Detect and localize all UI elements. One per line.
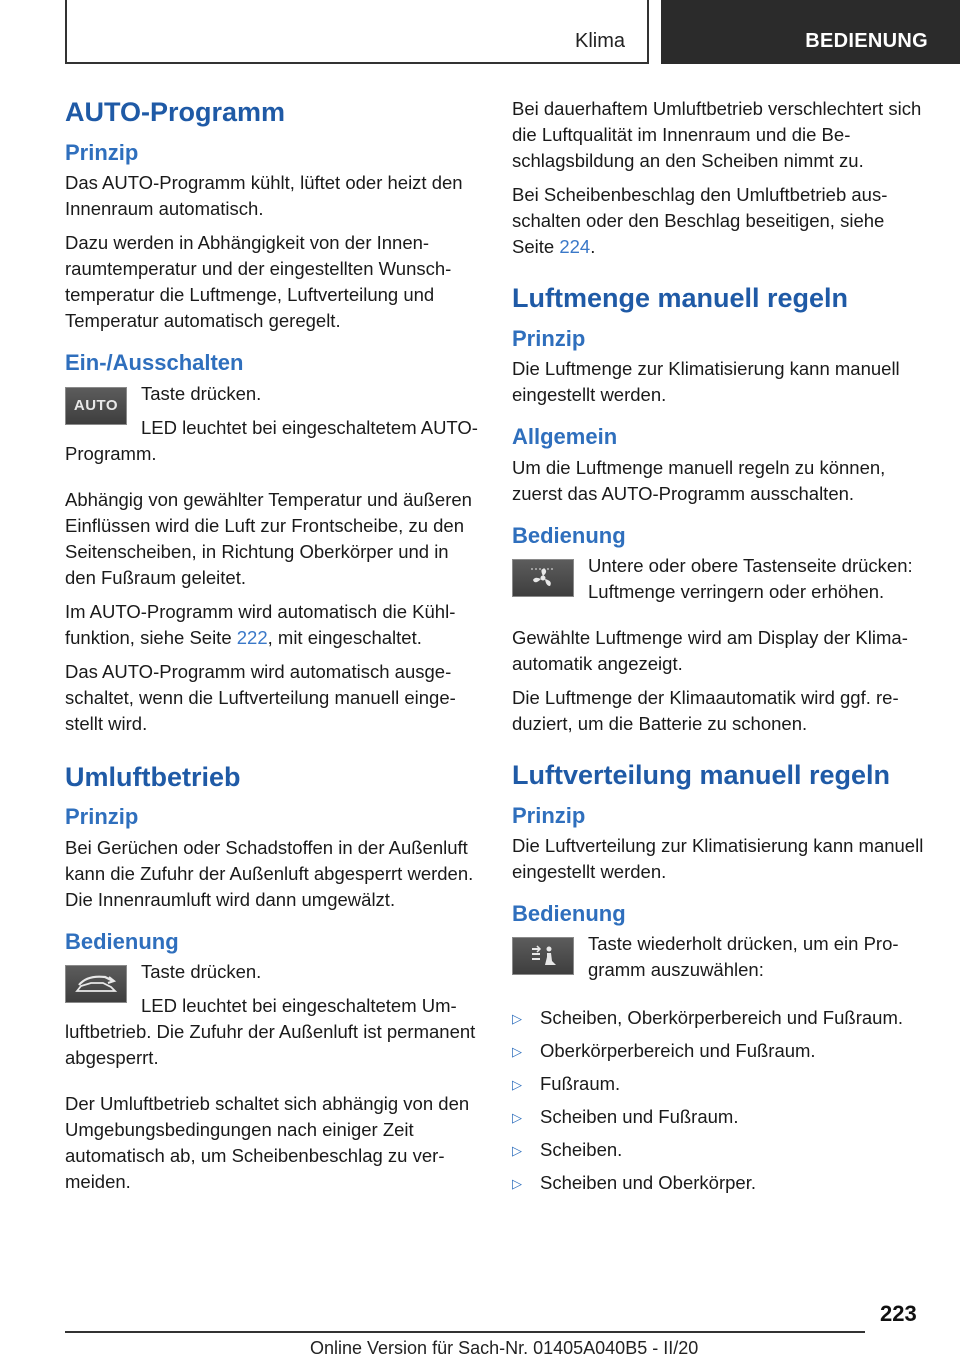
recirculation-car-icon [65, 965, 127, 1003]
umluft-fog-text: Bei Scheibenbeschlag den Umluftbetrieb ausschalten oder den Beschlag beseitigen, siehe Seite 224. [512, 184, 888, 257]
luftverteilung-title: Luftverteilung manuell regeln [512, 759, 891, 790]
luftverteilung-prinzip-text: Die Luftverteilung zur Klimatisierung kann manuell eingestellt werden. [512, 835, 924, 883]
auto-prinzip-text-1: Das AUTO-Programm kühlt, lüftet oder heizt den Innenraum automatisch. [65, 172, 463, 220]
list-item: ▷ Scheiben. [512, 1137, 930, 1164]
luftmenge-allgemein-heading: Allgemein [512, 424, 618, 450]
triangle-bullet-icon: ▷ [512, 1044, 522, 1060]
luftmenge-bedienung-heading: Bedienung [512, 522, 626, 548]
footer-version-text: Online Version für Sach-Nr. 01405A040B5 - II/20 [310, 1338, 699, 1358]
footer-divider [65, 1331, 865, 1333]
umluft-bedienung-heading: Bedienung [65, 928, 179, 954]
page-link-222[interactable]: 222 [236, 626, 268, 648]
ein-ausschalten-heading: Ein-/Ausschalten [65, 350, 244, 376]
triangle-bullet-icon: ▷ [512, 1110, 522, 1126]
auto-off-text: Das AUTO-Programm wird automatisch ausgeschaltet, wenn die Luftverteilung manuell eingestellt wird. [65, 660, 456, 734]
triangle-bullet-icon: ▷ [512, 1077, 522, 1093]
fan-speed-icon [512, 559, 574, 597]
list-item: ▷ Scheiben und Fußraum. [512, 1104, 930, 1131]
auto-prinzip-text-2: Dazu werden in Abhängigkeit von der Innenraumtemperatur und der eingestellten Wunschtemperatur die Luftmenge, Luftverteilung und Temperatur automatisch geregelt. [65, 232, 452, 332]
luftverteilung-prinzip-heading: Prinzip [512, 802, 586, 828]
triangle-bullet-icon: ▷ [512, 1143, 522, 1159]
luftmenge-button-instruction: Untere oder obere Tastenseite drücken: Luftmenge verringern oder erhöhen. [588, 554, 913, 602]
header-chapter-box [661, 0, 960, 64]
triangle-bullet-icon: ▷ [512, 1011, 522, 1027]
umluft-prinzip-heading: Prinzip [65, 804, 139, 830]
umluft-quality-text: Bei dauerhaftem Umluftbetrieb verschlechtert sich die Luftqualität im Innenraum und die Beschlagsbildung an den Scheiben nimmt zu. [512, 98, 922, 171]
luftmenge-button-block [512, 553, 930, 613]
luftmenge-prinzip-text: Die Luftmenge zur Klimatisierung kann manuell eingestellt werden. [512, 358, 900, 406]
luftmenge-display-text: Gewählte Luftmenge wird am Display der Klimaautomatik angezeigt. [512, 626, 908, 674]
umluft-button-instruction: Taste drücken. [141, 961, 262, 983]
luftmenge-allgemein-text: Um die Luftmenge manuell regeln zu können, zuerst das AUTO-Programm ausschalten. [512, 456, 886, 504]
page-number: 223 [880, 1301, 917, 1326]
program-list [512, 1005, 930, 1197]
right-column [512, 96, 930, 1203]
umluft-title: Umluftbetrieb [65, 761, 241, 792]
list-item: ▷ Fußraum. [512, 1071, 930, 1098]
auto-prinzip-heading: Prinzip [65, 139, 139, 165]
luftverteilung-button-block [512, 931, 930, 991]
page-link-224[interactable]: 224 [559, 236, 591, 257]
umluft-button-block [65, 959, 483, 1079]
umluft-auto-off-text: Der Umluftbetrieb schaltet sich abhängig von den Umgebungsbedingungen nach einiger Zeit automatisch ab, um Scheibenbeschlag zu vermeiden. [65, 1093, 470, 1193]
list-item: ▷ Scheiben, Oberkörperbereich und Fußraum. [512, 1005, 930, 1032]
air-distribution-icon [512, 937, 574, 975]
auto-led-text: LED leuchtet bei eingeschaltetem AUTO-Programm. [65, 416, 478, 464]
list-item: ▷ Scheiben und Oberkörper. [512, 1170, 930, 1197]
header-section-title: Klima [574, 30, 625, 52]
auto-button-instruction: Taste drücken. [141, 382, 262, 404]
left-column [65, 96, 483, 1203]
luftmenge-battery-text: Die Luftmenge der Klimaautomatik wird ggf. reduziert, um die Batterie zu schonen. [512, 686, 899, 734]
list-item: ▷ Oberkörperbereich und Fußraum. [512, 1038, 930, 1065]
header-section-box [65, 0, 649, 64]
triangle-bullet-icon: ▷ [512, 1176, 522, 1192]
luftmenge-prinzip-heading: Prinzip [512, 325, 586, 351]
auto-airflow-text: Abhängig von gewählter Temperatur und äußeren Einflüssen wird die Luft zur Frontscheibe, zu den Seitenscheiben, in Richtung Oberkörper und in den Fußraum geleitet. [65, 488, 472, 588]
luftverteilung-button-instruction: Taste wiederholt drücken, um ein Programm auszuwählen: [588, 933, 899, 981]
umluft-prinzip-text: Bei Gerüchen oder Schadstoffen in der Außenluft kann die Zufuhr der Außenluft abgesperrt werden. Die Innenraumluft wird dann umgewälzt. [65, 836, 474, 910]
header-chapter-title: BEDIENUNG [805, 30, 928, 52]
auto-cooling-text: Im AUTO-Programm wird automatisch die Kühlfunktion, siehe Seite 222, mit eingeschaltet. [65, 600, 456, 648]
auto-program-title: AUTO-Programm [65, 97, 286, 127]
umluft-led-text: LED leuchtet bei eingeschaltetem Umluftbetrieb. Die Zufuhr der Außenluft ist permanent abgesperrt. [65, 995, 476, 1069]
luftverteilung-bedienung-heading: Bedienung [512, 901, 626, 927]
luftmenge-title: Luftmenge manuell regeln [512, 283, 849, 313]
auto-button-icon: AUTO [65, 387, 127, 425]
auto-button-block [65, 381, 483, 475]
